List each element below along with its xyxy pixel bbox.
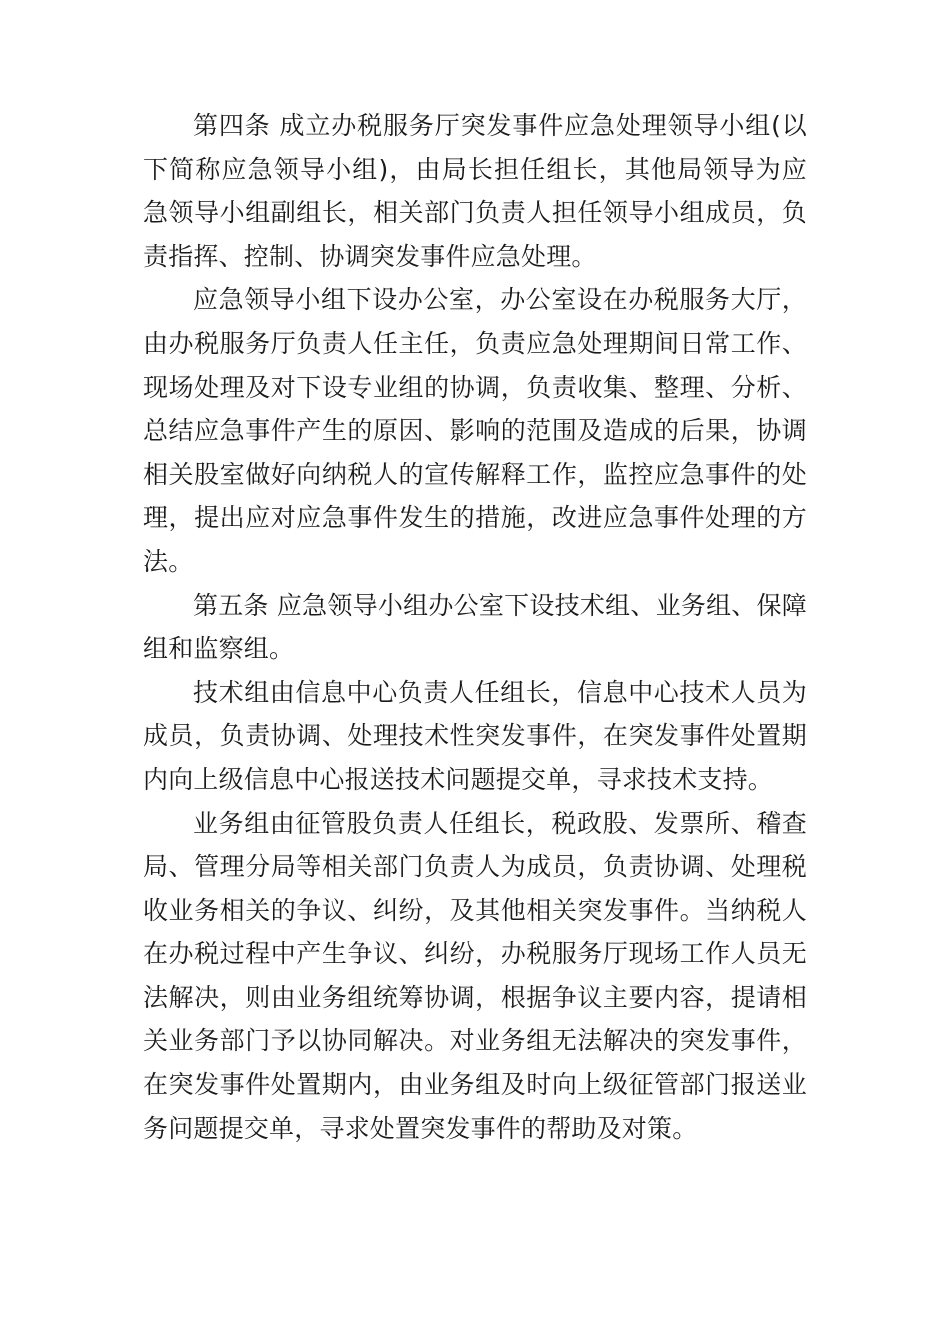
- paragraph-office-duties: 应急领导小组下设办公室，办公室设在办税服务大厅，由办税服务厅负责人任主任，负责应急处理期间日常工作、现场处理及对下设专业组的协调，负责收集、整理、分析、总结应急事件产生的原因、影响的范围及造成的后果，协调相关股室做好向纳税人的宣传解释工作，监控应急事件的处理，提出应对应急事件发生的措施，改进应急事件处理的方法。: [143, 285, 807, 576]
- paragraph-business-group: 业务组由征管股负责人任组长，税政股、发票所、稽查局、管理分局等相关部门负责人为成员，负责协调、处理税收业务相关的争议、纠纷，及其他相关突发事件。当纳税人在办税过程中产生争议、纠纷，办税服务厅现场工作人员无法解决，则由业务组统筹协调，根据争议主要内容，提请相关业务部门予以协同解决。对业务组无法解决的突发事件，在突发事件处置期内，由业务组及时向上级征管部门报送业务问题提交单，寻求处置突发事件的帮助及对策。: [143, 808, 807, 1143]
- paragraph-article-5: 第五条 应急领导小组办公室下设技术组、业务组、保障组和监察组。: [143, 590, 807, 664]
- document-body: [143, 104, 807, 1150]
- paragraph-article-4: 第四条 成立办税服务厅突发事件应急处理领导小组(以下简称应急领导小组)，由局长担任组长，其他局领导为应急领导小组副组长，相关部门负责人担任领导小组成员，负责指挥、控制、协调突发事件应急处理。: [143, 111, 807, 271]
- paragraph-technical-group: 技术组由信息中心负责人任组长，信息中心技术人员为成员，负责协调、处理技术性突发事件，在突发事件处置期内向上级信息中心报送技术问题提交单，寻求技术支持。: [143, 677, 807, 794]
